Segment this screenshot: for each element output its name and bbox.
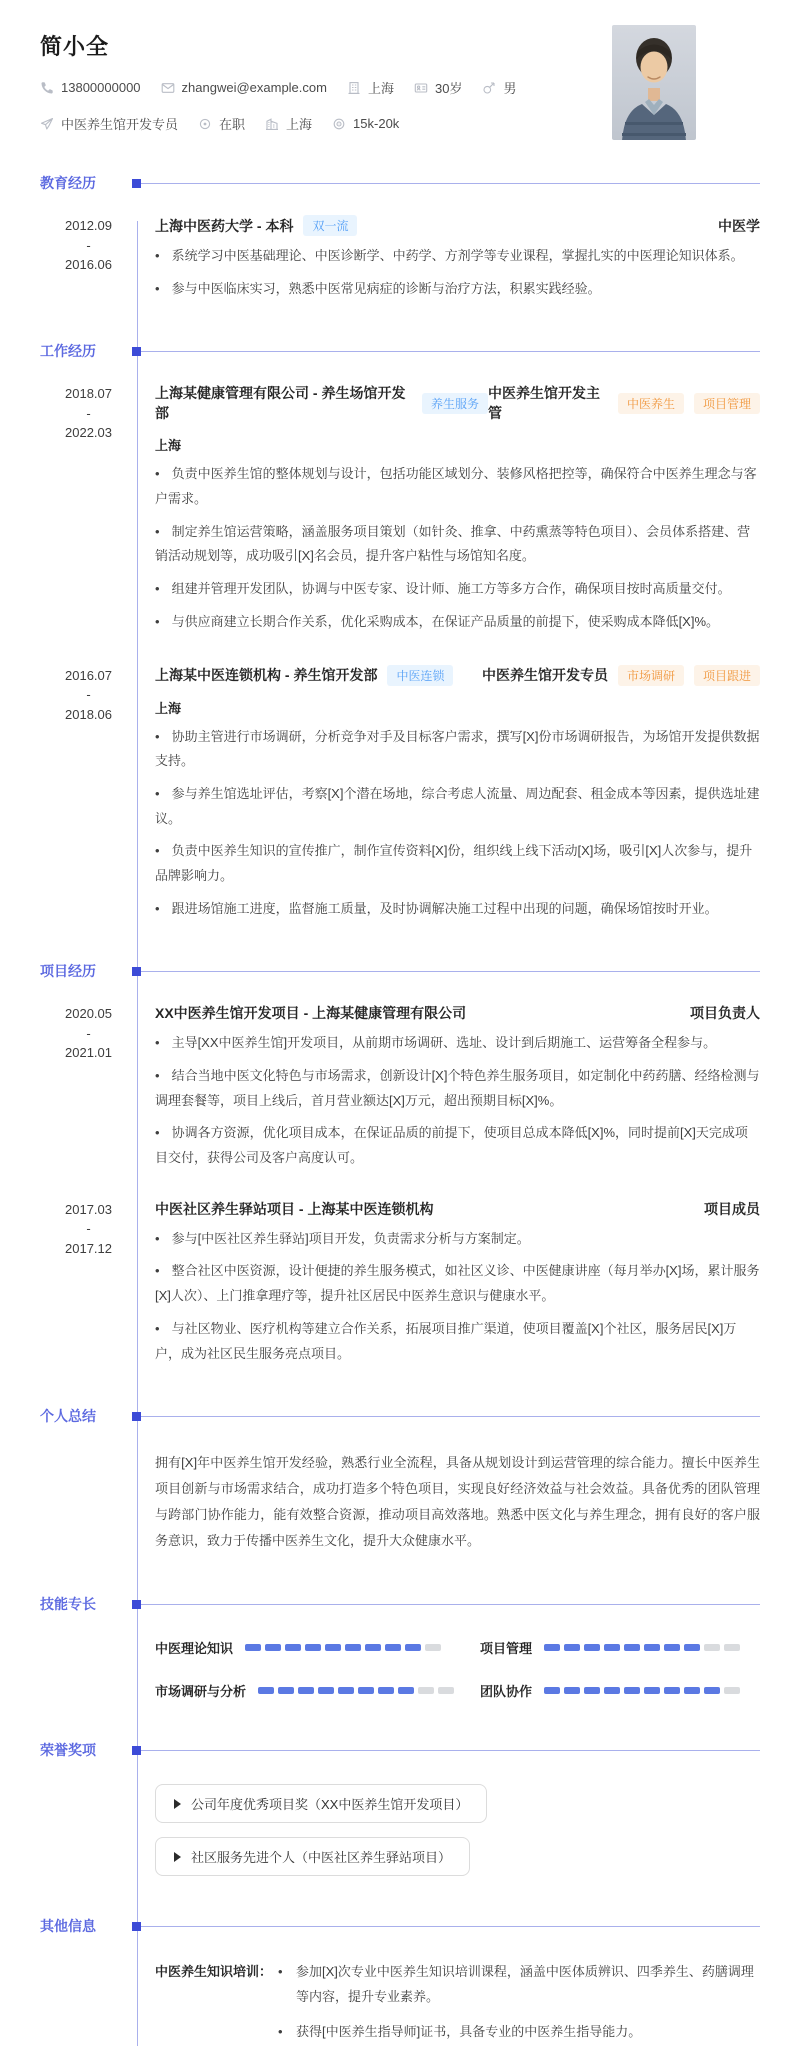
section-rule (141, 351, 760, 352)
skill-level-bar (544, 1687, 740, 1694)
resume-main (0, 173, 794, 2054)
skill-segment (564, 1644, 580, 1651)
school-badge: 双一流 (303, 215, 357, 236)
bullet-text: 参加[X]次专业中医养生知识培训课程，涵盖中医体质辨识、四季养生、药膳调理等内容，提升专业素养。 (296, 1964, 754, 2004)
skill-segment (704, 1644, 720, 1651)
honors-body (155, 1784, 760, 1876)
gender-icon (482, 81, 496, 95)
entry-dates (40, 383, 137, 634)
date-separator: - (86, 1025, 91, 1041)
honor-list (155, 1784, 760, 1876)
entry-head-right (488, 383, 760, 423)
other-body (155, 1960, 760, 2054)
mail-icon (161, 81, 175, 95)
date-to: 2017.12 (65, 1240, 112, 1256)
status-circle-icon (198, 117, 212, 131)
education-entry (40, 215, 760, 301)
skill-segment (684, 1687, 700, 1694)
skill-segment (398, 1687, 414, 1694)
section-rule (141, 1604, 760, 1605)
skill-segment (584, 1644, 600, 1651)
major-name: 中医学 (718, 217, 760, 234)
skill-name: 中医理论知识 (155, 1641, 234, 1657)
date-from: 2020.05 (65, 1006, 112, 1022)
section-title: 项目经历 (40, 963, 96, 980)
date-from: 2017.03 (65, 1201, 112, 1217)
section-title: 其他信息 (40, 1918, 96, 1935)
bullet-item (155, 1227, 760, 1252)
skill-segment (285, 1644, 301, 1651)
timeline-marker (132, 347, 141, 356)
project-entry-1 (40, 1003, 760, 1170)
timeline-marker (132, 967, 141, 976)
skill-segment (544, 1687, 560, 1694)
honor-text: 公司年度优秀项目奖（XX中医养生馆开发项目） (191, 1797, 469, 1813)
bullet-item (155, 244, 760, 269)
timeline-line (137, 221, 138, 2046)
entry-head (155, 1003, 760, 1023)
paper-plane-icon (40, 117, 54, 131)
honor-text: 社区服务先进个人（中医社区养生驿站项目） (191, 1850, 452, 1866)
bullet-text: 结合当地中医文化特色与市场需求，创新设计[X]个特色养生服务项目，如定制化中药药膳、经络检测与调理套餐等，项目上线后，首月营业额达[X]万元，超出预期目标[X]%。 (155, 1068, 760, 1108)
section-rule (141, 1416, 760, 1417)
entry-head (155, 215, 760, 236)
date-to: 2022.03 (65, 425, 112, 441)
other-bullet-list (278, 1960, 760, 2054)
city-building-icon (265, 117, 279, 131)
skill-name: 项目管理 (480, 1641, 533, 1657)
gender-text: 男 (503, 81, 517, 96)
skill-segment (644, 1687, 660, 1694)
work-location: 上海 (155, 438, 182, 454)
contact-location (347, 78, 394, 97)
skill-segment (644, 1644, 660, 1651)
skill-segment (724, 1687, 740, 1694)
date-separator: - (86, 687, 91, 702)
work-header (40, 341, 760, 361)
email-text: zhangwei@example.com (181, 80, 327, 95)
bullet-item (155, 1259, 760, 1308)
project-name: XX中医养生馆开发项目 - 上海某健康管理有限公司 (155, 1005, 467, 1022)
skill-segment (365, 1644, 381, 1651)
bullet-list (155, 1227, 760, 1366)
date-separator: - (86, 237, 91, 253)
company-badge: 养生服务 (422, 393, 488, 414)
contact-city (265, 114, 312, 133)
skill-segment (425, 1644, 441, 1651)
entry-body (137, 1199, 760, 1366)
date-to: 2021.01 (65, 1045, 112, 1061)
work-location: 上海 (155, 700, 182, 716)
bullet-dot: • (155, 1068, 160, 1083)
bullet-item (155, 1317, 760, 1366)
bullet-dot: • (278, 1964, 283, 1980)
other-header (40, 1916, 760, 1936)
play-icon (174, 1852, 181, 1862)
company-name: 上海某中医连锁机构 - 养生馆开发部 (155, 667, 378, 683)
bullet-item (155, 520, 760, 569)
company-badge: 中医连锁 (387, 665, 453, 686)
section-work (40, 341, 760, 921)
school-name: 上海中医药大学 - 本科 (155, 217, 294, 234)
bullet-list (155, 725, 760, 922)
age-text: 30岁 (434, 81, 463, 96)
bullet-item (278, 1960, 760, 2009)
position-badge: 项目跟进 (694, 665, 760, 686)
timeline-marker (132, 1600, 141, 1609)
skill-segment (418, 1687, 434, 1694)
bullet-text: 负责中医养生知识的宣传推广，制作宣传资料[X]份，组织线上线下活动[X]场，吸引[X]人次参与，提升品牌影响力。 (155, 843, 753, 883)
bullet-item (155, 277, 760, 302)
section-title: 教育经历 (40, 175, 96, 191)
contact-status (198, 114, 245, 133)
bullet-dot: • (155, 1320, 160, 1336)
skill-segment (378, 1687, 394, 1694)
entry-head (155, 383, 760, 423)
bullet-item (155, 1121, 760, 1170)
honor-item[interactable] (155, 1837, 470, 1876)
date-from: 2018.07 (65, 386, 112, 402)
section-title: 技能专长 (40, 1596, 96, 1613)
other-label: 中医养生知识培训： (155, 1964, 273, 1980)
skill-segment (664, 1644, 680, 1651)
skill-segment (298, 1687, 314, 1694)
skill-segment (604, 1687, 620, 1694)
bullet-dot: • (155, 466, 160, 482)
summary-body (155, 1450, 760, 1554)
summary-text: 拥有[X]年中医养生馆开发经验，熟悉行业全流程，具备从规划设计到运营管理的综合能力。擅长中医养生项目创新与市场需求结合，成功打造多个特色项目，实现良好经济效益与社会效益。具备优秀的团队管理与跨部门协作能力，能有效整合资源，推动项目高效落地。熟悉中医文化与养生理念，拥有良好的客户服务意识，致力于传播中医养生文化，提升大众健康水平。 (155, 1455, 760, 1549)
bullet-item (155, 897, 760, 922)
contact-intention (40, 114, 178, 133)
skill-segment (405, 1644, 421, 1651)
intention-text: 中医养生馆开发专员 (61, 117, 179, 132)
entry-body (137, 665, 760, 922)
candidate-photo (612, 25, 696, 140)
skill-item (155, 1681, 454, 1700)
skill-segment (358, 1687, 374, 1694)
company-name: 上海某健康管理有限公司 - 养生场馆开发部 (155, 385, 406, 422)
candidate-name: 简小全 (40, 34, 110, 59)
section-honors (40, 1740, 760, 1876)
skill-segment (345, 1644, 361, 1651)
status-text: 在职 (219, 117, 246, 132)
skill-name: 市场调研与分析 (155, 1684, 247, 1700)
entry-body (137, 215, 760, 301)
bullet-text: 与供应商建立长期合作关系，优化采购成本，在保证产品质量的前提下，使采购成本降低[X]%。 (171, 613, 720, 629)
skill-segment (245, 1644, 261, 1651)
summary-header (40, 1406, 760, 1426)
entry-head-right (482, 665, 760, 686)
entry-dates (40, 1199, 137, 1366)
section-summary (40, 1406, 760, 1554)
date-from: 2016.07 (65, 667, 112, 683)
bullet-item (155, 782, 760, 831)
project-name: 中医社区养生驿站项目 - 上海某中医连锁机构 (155, 1200, 434, 1217)
age-icon (414, 81, 428, 95)
skill-segment (325, 1644, 341, 1651)
timeline-marker (132, 1746, 141, 1755)
skill-name: 团队协作 (480, 1684, 533, 1700)
bullet-list (155, 462, 760, 634)
bullet-text: 跟进场馆施工进度，监督施工质量，及时协调解决施工过程中出现的问题，确保场馆按时开业。 (171, 900, 718, 916)
section-other (40, 1916, 760, 2054)
bullet-dot: • (155, 613, 160, 629)
skill-item (155, 1638, 454, 1657)
work-entry-1 (40, 383, 760, 634)
bullet-item (155, 577, 760, 602)
section-education (40, 173, 760, 301)
bullet-dot: • (155, 1230, 160, 1246)
skill-segment (258, 1687, 274, 1694)
skills-body (155, 1638, 760, 1700)
bullet-item (155, 839, 760, 888)
section-rule (141, 1750, 760, 1751)
bullet-dot: • (155, 1263, 160, 1279)
contact-age (414, 78, 462, 97)
bullet-dot: • (155, 248, 160, 263)
skill-item (480, 1638, 760, 1657)
date-to: 2018.06 (65, 706, 112, 722)
bullet-dot: • (155, 1125, 160, 1141)
skill-segment (564, 1687, 580, 1694)
skill-segment (624, 1644, 640, 1651)
project-role: 项目负责人 (690, 1005, 760, 1022)
skill-segment (724, 1644, 740, 1651)
other-row (155, 1960, 760, 2054)
salary-target-icon (332, 117, 346, 131)
skill-segment (265, 1644, 281, 1651)
skill-segment (318, 1687, 334, 1694)
entry-head (155, 1199, 760, 1219)
building-icon (347, 81, 361, 95)
skills-grid (155, 1638, 760, 1700)
bullet-text: 参与养生馆选址评估，考察[X]个潜在场地，综合考虑人流量、周边配套、租金成本等因素，提供选址建议。 (155, 785, 760, 826)
skill-level-bar (245, 1644, 441, 1651)
bullet-text: 协调各方资源，优化项目成本，在保证品质的前提下，使项目总成本降低[X]%，同时提前[X]天完成项目交付，获得公司及客户高度认可。 (155, 1125, 748, 1166)
position-title: 中医养生馆开发主管 (488, 385, 601, 422)
work-entry-2 (40, 665, 760, 922)
phone-icon (40, 81, 54, 95)
skill-level-bar (544, 1644, 740, 1651)
bullet-dot: • (155, 523, 160, 539)
bullet-dot: • (155, 728, 160, 744)
bullet-item (155, 725, 760, 774)
contact-phone (40, 80, 141, 95)
section-title: 工作经历 (40, 343, 96, 360)
bullet-text: 系统学习中医基础理论、中医诊断学、中药学、方剂学等专业课程，掌握扎实的中医理论知识体系。 (171, 248, 744, 263)
skill-segment (684, 1644, 700, 1651)
skill-segment (604, 1644, 620, 1651)
contact-salary (332, 116, 399, 131)
entry-head-left (155, 215, 357, 236)
bullet-text: 协助主管进行市场调研，分析竞争对手及目标客户需求，撰写[X]份市场调研报告，为场馆开发提供数据支持。 (155, 728, 760, 769)
position-badge: 市场调研 (618, 665, 684, 686)
project-entry-2 (40, 1199, 760, 1366)
entry-body (137, 383, 760, 634)
education-header (40, 173, 760, 193)
bullet-text: 负责中医养生馆的整体规划与设计，包括功能区域划分、装修风格把控等，确保符合中医养生理念与客户需求。 (155, 466, 757, 507)
date-separator: - (86, 1221, 91, 1237)
section-rule (141, 971, 760, 972)
location-text: 上海 (367, 81, 394, 96)
bullet-text: 参与[中医社区养生驿站]项目开发，负责需求分析与方案制定。 (171, 1230, 530, 1246)
bullet-text: 整合社区中医资源，设计便捷的养生服务模式，如社区义诊、中医健康讲座（每月举办[X]场，累计服务[X]人次）、上门推拿理疗等，提升社区居民中医养生意识与健康水平。 (155, 1263, 760, 1304)
bullet-list (155, 244, 760, 301)
date-separator: - (86, 405, 91, 421)
entry-dates (40, 1003, 137, 1170)
bullet-item (155, 1064, 760, 1113)
position-badge: 项目管理 (694, 393, 760, 414)
date-from: 2012.09 (65, 218, 112, 233)
bullet-text: 制定养生馆运营策略，涵盖服务项目策划（如针灸、推拿、中药熏蒸等特色项目）、会员体系搭建、营销活动规划等，成功吸引[X]名会员，提升客户粘性与场馆知名度。 (155, 523, 751, 564)
entry-dates (40, 665, 137, 922)
bullet-text: 组建并管理开发团队，协调与中医专家、设计师、施工方等多方合作，确保项目按时高质量交付。 (171, 581, 731, 597)
bullet-list (155, 1031, 760, 1170)
city-text: 上海 (286, 117, 313, 132)
entry-dates (40, 215, 137, 301)
section-rule (141, 183, 760, 184)
honors-header (40, 1740, 760, 1760)
bullet-dot: • (155, 785, 160, 801)
bullet-dot: • (155, 1035, 160, 1051)
skill-segment (438, 1687, 454, 1694)
entry-head-left (155, 665, 453, 686)
salary-text: 15k-20k (353, 116, 400, 131)
skill-level-bar (258, 1687, 454, 1694)
bullet-dot: • (155, 843, 160, 859)
section-title: 荣誉奖项 (40, 1742, 96, 1759)
entry-head-right (718, 216, 760, 236)
bullet-item (155, 1031, 760, 1056)
bullet-text: 参与中医临床实习，熟悉中医常见病症的诊断与治疗方法，积累实践经验。 (171, 280, 601, 296)
bullet-dot: • (278, 2023, 283, 2039)
timeline-marker (132, 1412, 141, 1421)
bullet-item (155, 610, 760, 635)
entry-head-left (155, 383, 488, 423)
position-badge: 中医养生 (618, 393, 684, 414)
section-rule (141, 1926, 760, 1927)
contact-gender (482, 78, 516, 97)
skill-segment (338, 1687, 354, 1694)
bullet-item (278, 2020, 760, 2045)
date-to: 2016.06 (65, 257, 112, 272)
section-title: 个人总结 (40, 1408, 96, 1425)
bullet-item (155, 462, 760, 511)
bullet-dot: • (155, 900, 160, 916)
resume-header (0, 0, 794, 133)
play-icon (174, 1799, 181, 1809)
bullet-text: 与社区物业、医疗机构等建立合作关系，拓展项目推广渠道，使项目覆盖[X]个社区，服务居民[X]万户，成为社区民生服务亮点项目。 (155, 1320, 737, 1361)
timeline-marker (132, 179, 141, 188)
contact-email (161, 80, 327, 95)
section-skills (40, 1594, 760, 1700)
skill-segment (584, 1687, 600, 1694)
phone-text: 13800000000 (61, 80, 141, 95)
skills-header (40, 1594, 760, 1614)
bullet-dot: • (155, 581, 160, 597)
timeline-marker (132, 1922, 141, 1931)
entry-head (155, 665, 760, 686)
skill-item (480, 1681, 760, 1700)
project-role: 项目成员 (704, 1200, 760, 1217)
bullet-text: 主导[XX中医养生馆]开发项目，从前期市场调研、选址、设计到后期施工、运营筹备全程参与。 (171, 1035, 717, 1051)
skill-segment (544, 1644, 560, 1651)
skill-segment (385, 1644, 401, 1651)
honor-item[interactable] (155, 1784, 487, 1823)
section-projects (40, 961, 760, 1366)
entry-body (137, 1003, 760, 1170)
skill-segment (305, 1644, 321, 1651)
skill-segment (278, 1687, 294, 1694)
bullet-text: 获得[中医养生指导师]证书，具备专业的中医养生指导能力。 (296, 2023, 642, 2039)
skill-segment (704, 1687, 720, 1694)
position-title: 中医养生馆开发专员 (481, 667, 608, 683)
projects-header (40, 961, 760, 981)
skill-segment (664, 1687, 680, 1694)
bullet-dot: • (155, 280, 160, 296)
skill-segment (624, 1687, 640, 1694)
